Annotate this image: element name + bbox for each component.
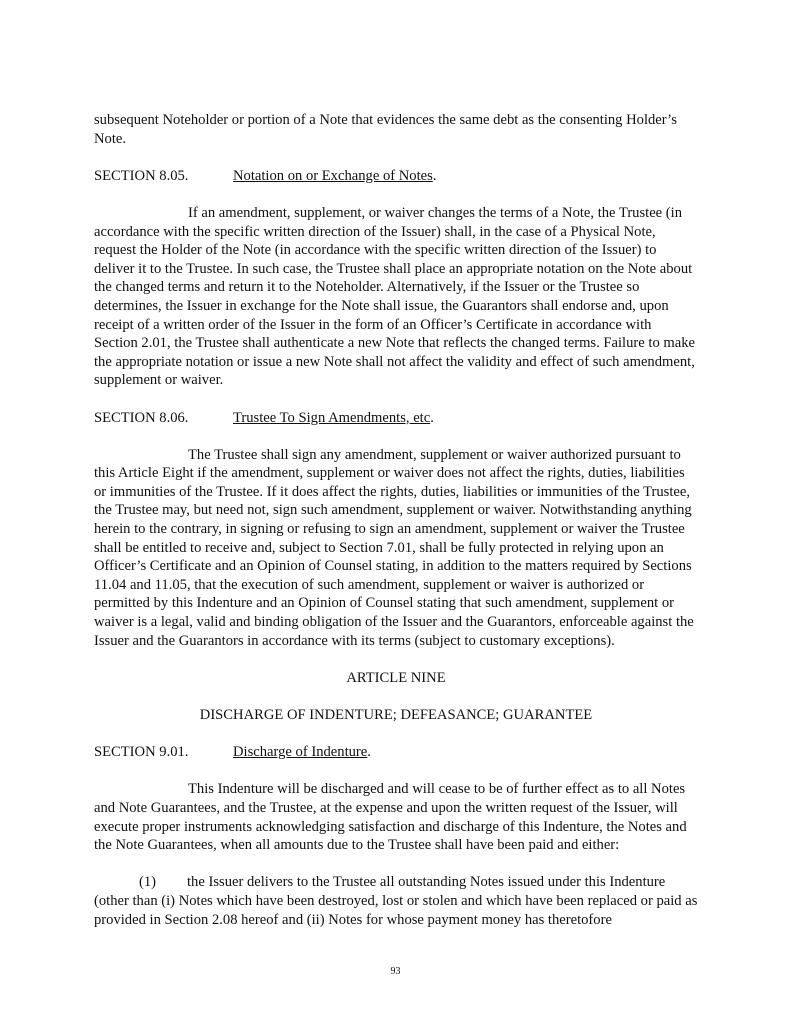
section-title-period: . [430,409,434,426]
section-title: Notation on or Exchange of Notes [233,167,433,184]
section-title: Trustee To Sign Amendments, etc [233,409,431,426]
section-8-06-body: The Trustee shall sign any amendment, supplement or waiver authorized pursuant to this Article Eight if the amendment, supplement or waiver does not affect the rights, duties, liabilities or immunities of the Trustee. If it does affect the rights, duties, liabilities or immunities of the Trustee, the Trustee may, but need not, sign such amendment, supplement or waiver. Notwithstanding anything herein to the contrary, in signing or refusing to sign an amendment, supplement or waiver the Trustee shall be entitled to receive and, subject to Section 7.01, shall be fully protected in relying upon an Officer’s Certificate and an Opinion of Counsel stating, in addition to the matters required by Sections 11.04 and 11.05, that the execution of such amendment, supplement or waiver is authorized or permitted by this Indenture and an Opinion of Counsel stating that such amendment, supplement or waiver is a legal, valid and binding obligation of the Issuer and the Guarantors, enforceable against the Issuer and the Guarantors in accordance with its terms (subject to customary exceptions). [94,446,694,649]
document-page [94,111,698,929]
section-8-05-body: If an amendment, supplement, or waiver changes the terms of a Note, the Trustee (in accordance with the specific written direction of the Issuer) shall, in the case of a Physical Note, request the Holder of the Note (in accordance with the specific written direction of the Issuer) to deliver it to the Trustee. In such case, the Trustee shall place an appropriate notation on the Note about the changed terms and return it to the Noteholder. Alternatively, if the Issuer or the Trustee so determines, the Issuer in exchange for the Note shall issue, the Guarantors shall endorse and, upon receipt of a written order of the Issuer in the form of an Officer’s Certificate in accordance with Section 2.01, the Trustee shall authenticate a new Note that reflects the changed terms. Failure to make the appropriate notation or issue a new Note shall not affect the validity and effect of such amendment, supplement or waiver. [94,204,696,389]
section-8-05-heading [94,167,698,186]
article-subheading: DISCHARGE OF INDENTURE; DEFEASANCE; GUARANTEE [199,707,593,723]
section-title: Discharge of Indenture [233,744,368,761]
list-item-text: the Issuer delivers to the Trustee all outstanding Notes issued under this Indenture (other than (i) Notes which have been destroyed, lost or stolen and which have been replaced or paid as provided in Section 2.08 hereof and (ii) Notes for whose payment money has theretofore [94,874,698,928]
section-number: SECTION 8.06. [94,409,189,426]
article-heading: ARTICLE NINE [346,669,446,686]
list-item-1 [94,873,698,929]
page-number: 93 [390,966,401,977]
continuation-paragraph: subsequent Noteholder or portion of a Note that evidences the same debt as the consenting Holder’s Note. [94,112,677,147]
section-number: SECTION 8.05. [94,167,189,184]
section-8-06-heading [94,409,698,428]
list-item-number: (1) [139,874,157,891]
section-9-01-heading [94,743,698,762]
section-9-01-body: This Indenture will be discharged and will cease to be of further effect as to all Notes and Note Guarantees, and the Trustee, at the expense and upon the written request of the Issuer, will execute proper instruments acknowledging satisfaction and discharge of this Indenture, the Notes and the Note Guarantees, when all amounts due to the Trustee shall have been paid and either: [94,781,687,854]
section-number: SECTION 9.01. [94,744,189,761]
section-title-period: . [432,167,437,184]
section-title-period: . [367,744,371,761]
